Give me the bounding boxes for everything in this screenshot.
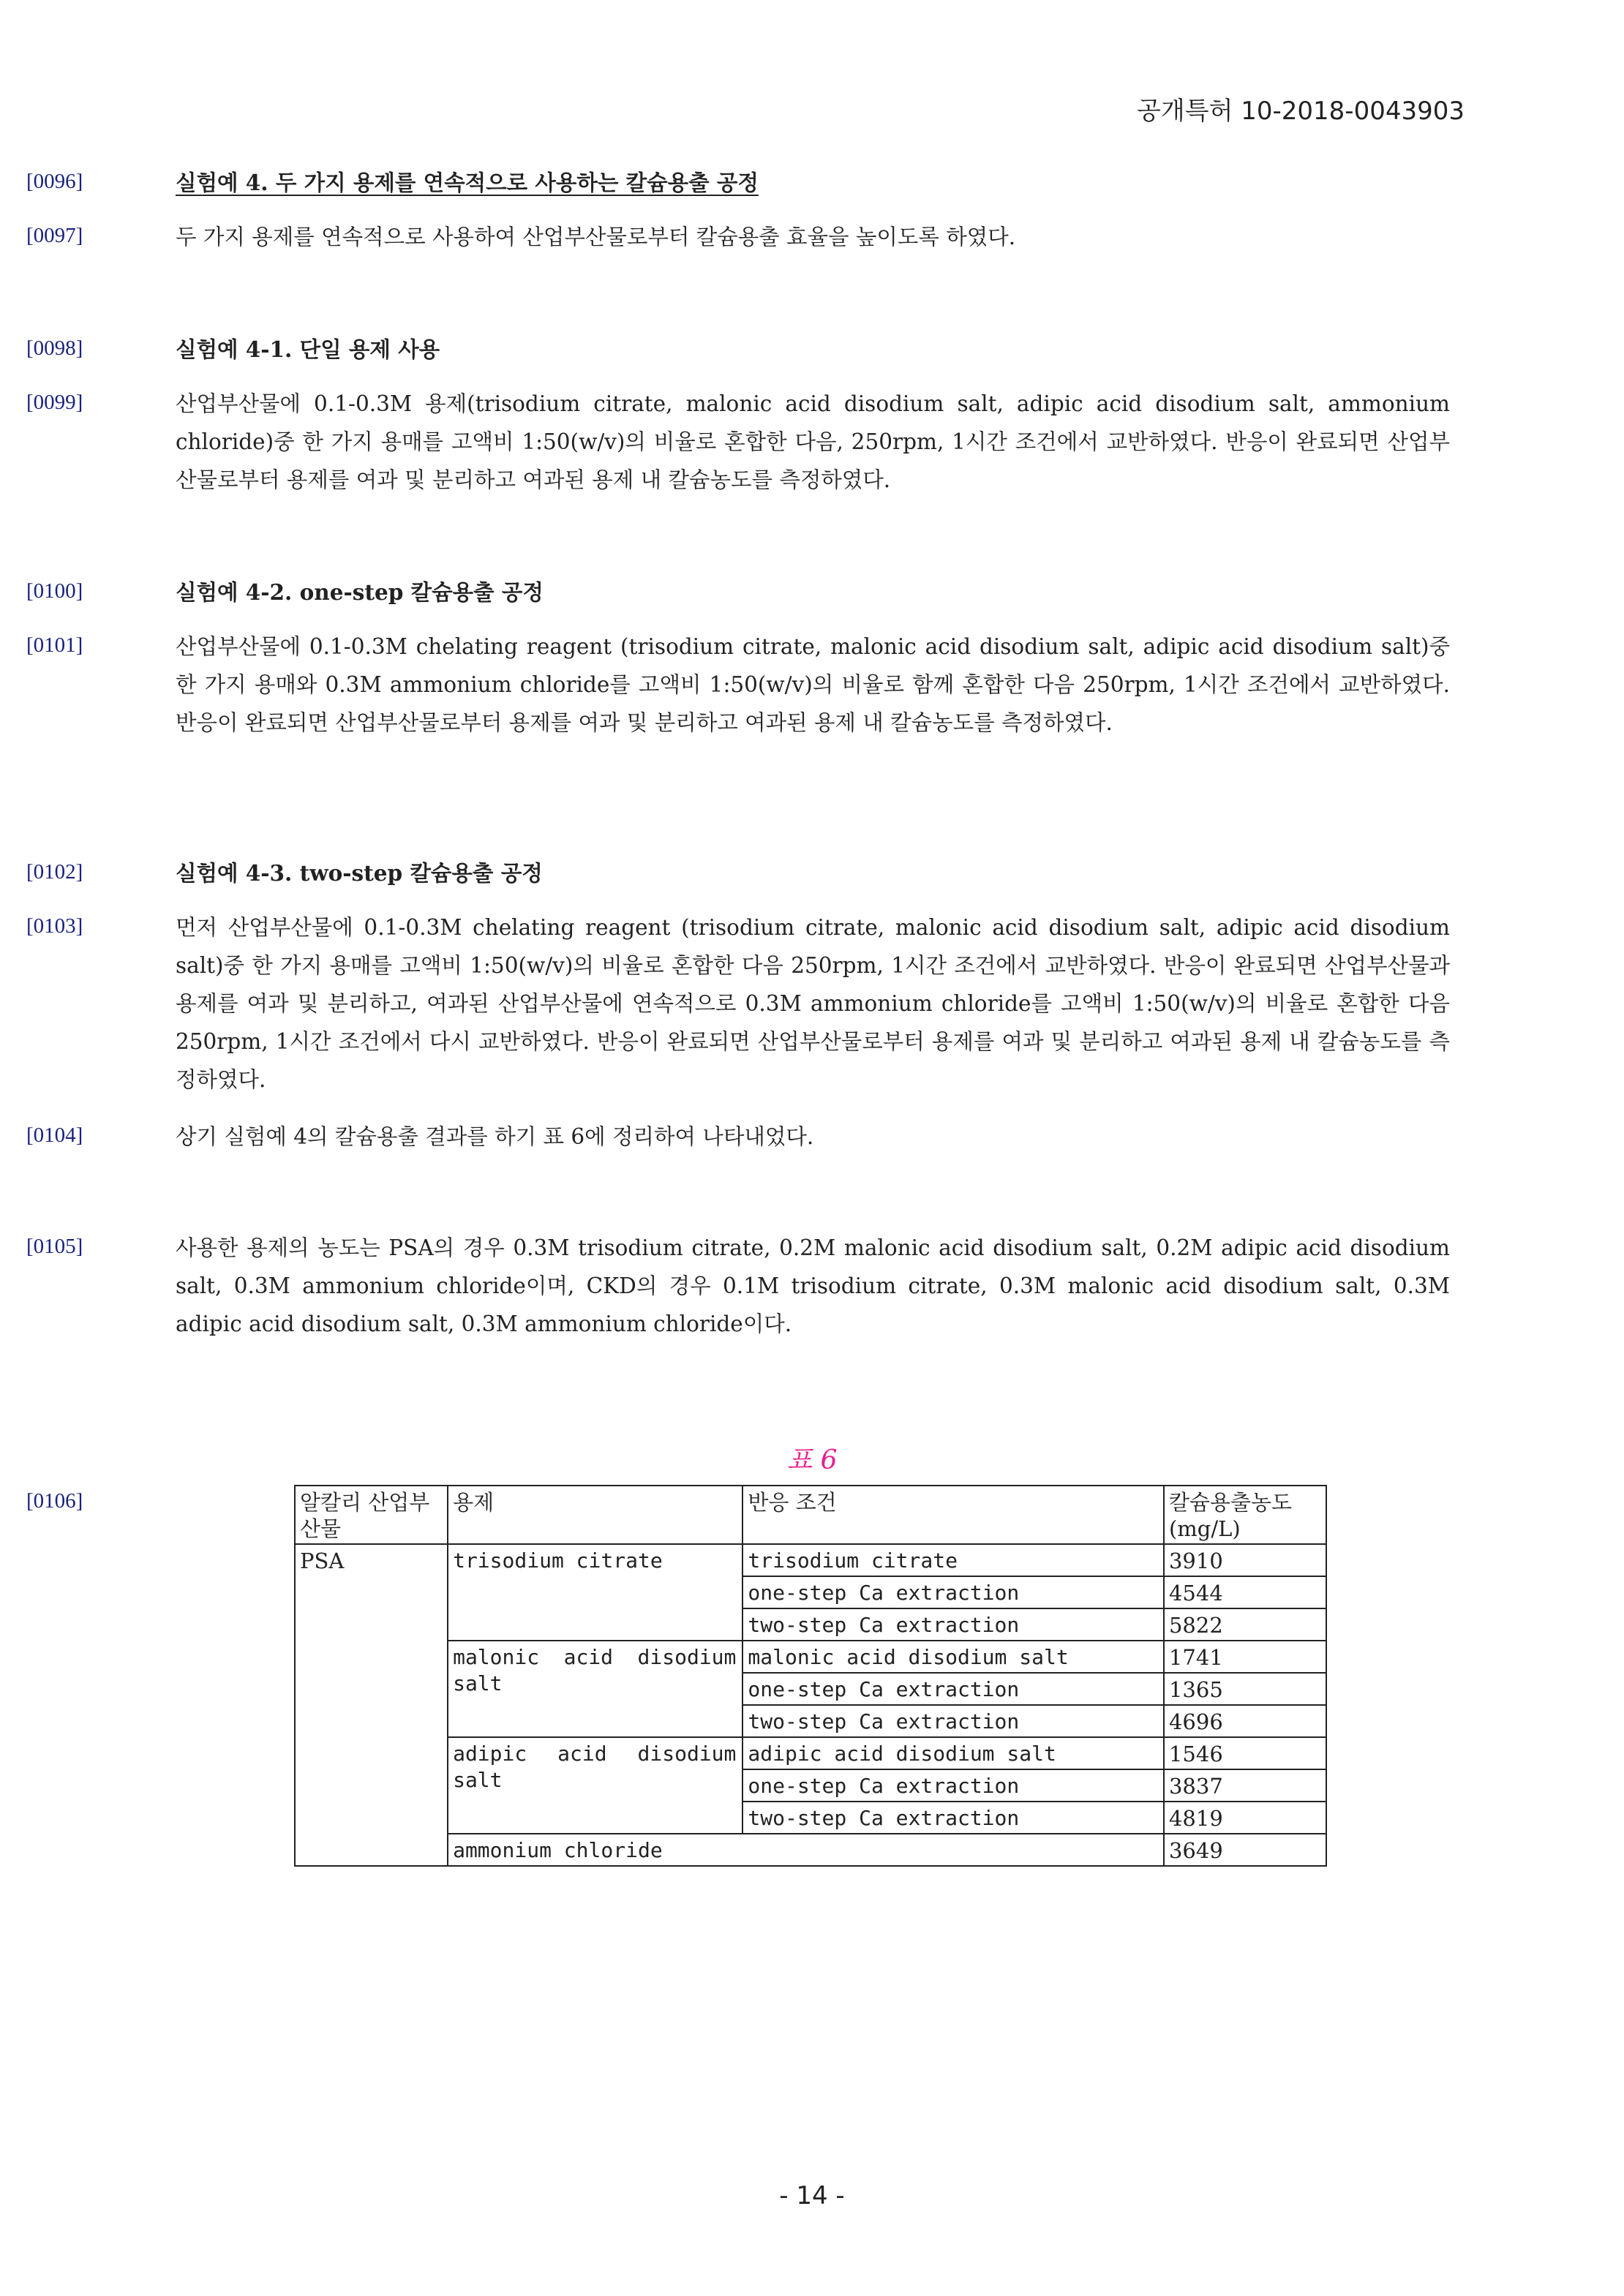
- results-table: [294, 1485, 1327, 1867]
- solvent-cell: trisodium citrate: [448, 1544, 743, 1641]
- table-row: [295, 1641, 1326, 1673]
- paragraph-number: [0098]: [26, 336, 83, 360]
- paragraph-text: 산업부산물에 0.1-0.3M 용제(trisodium citrate, malonic acid disodium salt, adipic acid disodium salt, ammonium chloride)중 한 가지 용매를 고액비 1:50(w/v)의 비율로 혼합한 다음, 250rpm, 1시간 조건에서 교반하였다. 반응이 완료되면 산업부산물로부터 용제를 여과 및 분리하고 여과된 용제 내 칼슘농도를 측정하였다.: [176, 391, 1450, 492]
- value-cell: 3649: [1164, 1834, 1326, 1866]
- header-condition: 반응 조건: [743, 1486, 1164, 1544]
- solvent-cell: ammonium chloride: [448, 1834, 1164, 1866]
- paragraph-number: [0099]: [26, 391, 83, 414]
- value-cell: 1365: [1164, 1673, 1326, 1705]
- condition-cell: adipic acid disodium salt: [743, 1737, 1164, 1769]
- paragraph-number: [0097]: [26, 224, 83, 247]
- paragraph-text: 상기 실험예 4의 칼슘용출 결과를 하기 표 6에 정리하여 나타내었다.: [176, 1124, 814, 1149]
- paragraph-text: 사용한 용제의 농도는 PSA의 경우 0.3M trisodium citrate, 0.2M malonic acid disodium salt, 0.2M adipic acid disodium salt, 0.3M ammonium chloride이며, CKD의 경우 0.1M trisodium citrate, 0.3M malonic acid disodium salt, 0.3M adipic acid disodium salt, 0.3M ammonium chloride이다.: [176, 1235, 1450, 1336]
- condition-cell: two-step Ca extraction: [743, 1802, 1164, 1834]
- table-row: [295, 1544, 1326, 1576]
- value-cell: 4696: [1164, 1705, 1326, 1737]
- byproduct-cell: PSA: [295, 1544, 448, 1866]
- value-cell: 3837: [1164, 1769, 1326, 1802]
- page-number: - 14 -: [779, 2181, 845, 2210]
- table-header-row: [295, 1486, 1326, 1544]
- paragraph-text: 두 가지 용제를 연속적으로 사용하여 산업부산물로부터 칼슘용출 효율을 높이도록 하였다.: [176, 225, 1016, 249]
- paragraph-number: [0104]: [26, 1123, 83, 1147]
- value-cell: 4819: [1164, 1802, 1326, 1834]
- paragraph-number: [0100]: [26, 579, 83, 603]
- value-cell: 3910: [1164, 1544, 1326, 1576]
- solvent-cell: malonic acid disodium salt: [448, 1641, 743, 1737]
- paragraph-number: [0105]: [26, 1235, 83, 1258]
- paragraph-number: [0101]: [26, 633, 83, 657]
- condition-cell: one-step Ca extraction: [743, 1673, 1164, 1705]
- paragraph-text: 먼저 산업부산물에 0.1-0.3M chelating reagent (trisodium citrate, malonic acid disodium salt, adipic acid disodium salt)중 한 가지 용매를 고액비 1:50(w/v)의 비율로 혼합한 다음 250rpm, 1시간 조건에서 교반하였다. 반응이 완료되면 산업부산물과 용제를 여과 및 분리하고, 여과된 산업부산물에 연속적으로 0.3M ammonium chloride를 고액비 1:50(w/v)의 비율로 혼합한 다음 250rpm, 1시간 조건에서 다시 교반하였다. 반응이 완료되면 산업부산물로부터 용제를 여과 및 분리하고 여과된 용제 내 칼슘농도를 측정하였다.: [176, 915, 1450, 1092]
- value-cell: 4544: [1164, 1576, 1326, 1608]
- solvent-cell: adipic acid disodium salt: [448, 1737, 743, 1834]
- condition-cell: two-step Ca extraction: [743, 1705, 1164, 1737]
- header-byproduct: 알칼리 산업부산물: [295, 1486, 448, 1544]
- table-row: [295, 1834, 1326, 1866]
- paragraph-number: [0103]: [26, 914, 83, 938]
- paragraph-number: [0102]: [26, 860, 83, 884]
- header-concentration: 칼슘용출농도 (mg/L): [1164, 1486, 1326, 1544]
- paragraph-number: [0096]: [26, 170, 83, 193]
- value-cell: 5822: [1164, 1608, 1326, 1641]
- paragraph-text: 산업부산물에 0.1-0.3M chelating reagent (trisodium citrate, malonic acid disodium salt, adipic acid disodium salt)중 한 가지 용매와 0.3M ammonium chloride를 고액비 1:50(w/v)의 비율로 함께 혼합한 다음 250rpm, 1시간 조건에서 교반하였다. 반응이 완료되면 산업부산물로부터 용제를 여과 및 분리하고 여과된 용제 내 칼슘농도를 측정하였다.: [176, 634, 1450, 735]
- table-row: [295, 1737, 1326, 1769]
- condition-cell: two-step Ca extraction: [743, 1608, 1164, 1641]
- section-heading: 실험예 4-3. two-step 칼슘용출 공정: [176, 860, 543, 886]
- condition-cell: trisodium citrate: [743, 1544, 1164, 1576]
- value-cell: 1546: [1164, 1737, 1326, 1769]
- header-solvent: 용제: [448, 1486, 743, 1544]
- section-heading: 실험예 4-2. one-step 칼슘용출 공정: [176, 579, 544, 605]
- table-title: 표 6: [786, 1445, 838, 1475]
- document-id: 공개특허 10-2018-0043903: [1137, 97, 1465, 126]
- condition-cell: malonic acid disodium salt: [743, 1641, 1164, 1673]
- paragraph-number: [0106]: [26, 1489, 83, 1513]
- condition-cell: one-step Ca extraction: [743, 1769, 1164, 1802]
- section-heading: 실험예 4-1. 단일 용제 사용: [176, 336, 440, 362]
- value-cell: 1741: [1164, 1641, 1326, 1673]
- section-heading: 실험예 4. 두 가지 용제를 연속적으로 사용하는 칼슘용출 공정: [176, 170, 759, 195]
- condition-cell: one-step Ca extraction: [743, 1576, 1164, 1608]
